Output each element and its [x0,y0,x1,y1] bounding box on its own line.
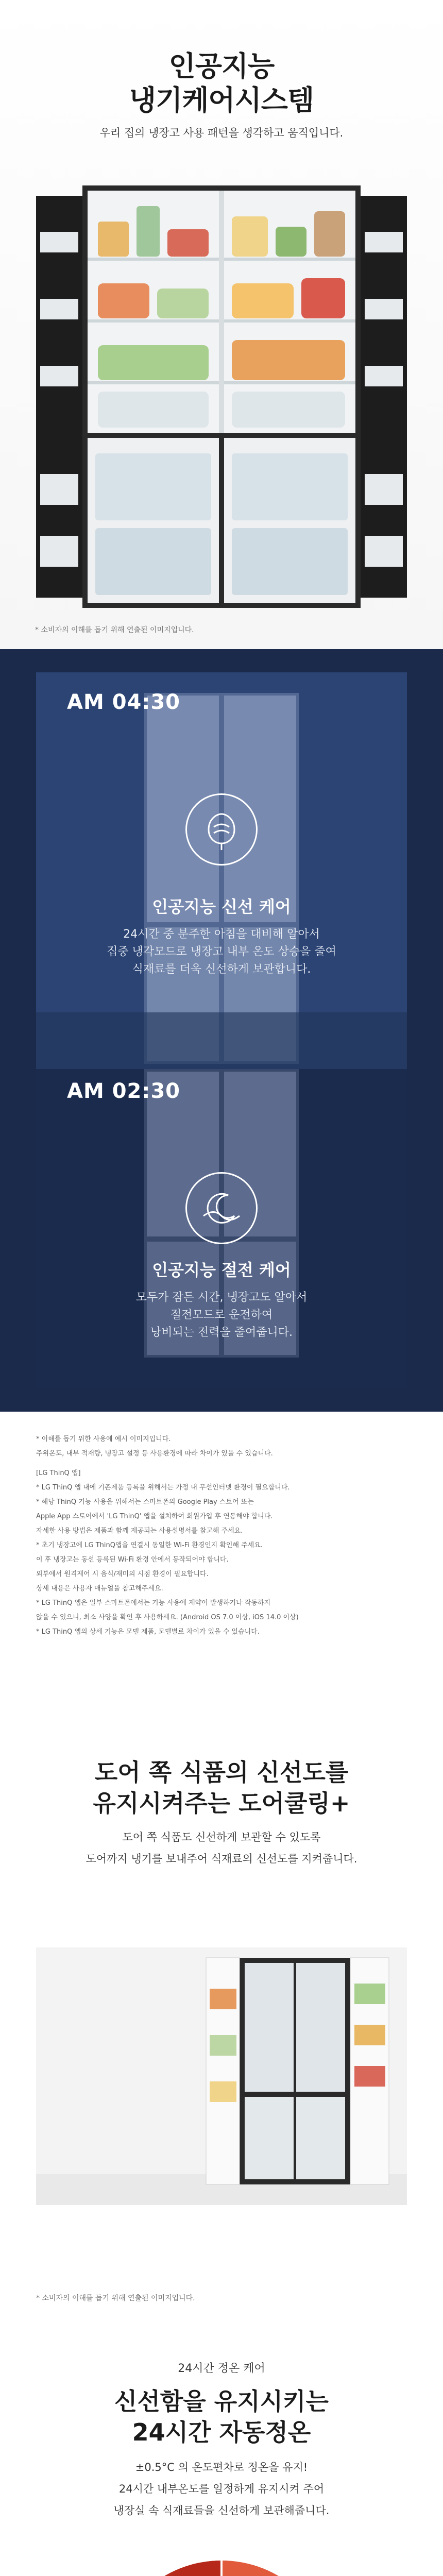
saving-desc-1: 모두가 잠든 시간, 냉장고도 알아서 [135,1291,308,1304]
note-line: 이 후 냉장고는 동선 등록된 Wi-Fi 환경 안에서 동작되어야 합니다. [36,1556,229,1564]
notes-list [36,1432,407,1639]
note-line: * 해당 ThinQ 기능 사용을 위해서는 스마트폰의 Google Play 스토어 또는 [36,1498,254,1506]
ai-care-title-1: 인공지능 [168,50,275,82]
note-line: 외부에서 원격제어 시 음식/재미의 시점 환경이 필요합니다. [36,1570,209,1578]
fresh-care-panel [36,672,407,1069]
h24-sub-1: ±0.5°C 의 온도편차로 정온을 유지! [135,2461,308,2473]
fresh-desc-1: 24시간 중 분주한 아침을 대비해 알아서 [123,928,320,941]
h24-title-2: 24시간 자동정온 [132,2418,311,2446]
door-note: * 소비자의 이해를 돕기 위해 연출된 이미지입니다. [36,2294,195,2302]
door-heading [0,1757,443,1867]
note-line: * 이해를 돕기 위한 사용예 예시 이미지입니다. [36,1435,171,1443]
section-ai-care [0,0,443,649]
note-line: 주위온도, 내부 적재량, 냉장고 설정 등 사용환경에 따라 차이가 있을 수 있습니다. [36,1450,273,1458]
door-title-2: 유지시켜주는 도어쿨링+ [93,1789,350,1817]
h24-sub-2: 24시간 내부온도를 일정하게 유지시켜 주어 [118,2483,325,2495]
saving-title: 인공지능 절전 케어 [152,1260,291,1280]
fresh-title: 인공지능 신선 케어 [152,897,291,917]
fresh-desc-3: 식재료를 더욱 신선하게 보관합니다. [132,963,311,976]
door-sub-2: 도어까지 냉기를 보내주어 식재료의 신선도를 지켜줍니다. [86,1853,357,1865]
fresh-text-block [36,894,407,978]
saving-desc [36,1289,407,1342]
section-door-cooling [0,1700,443,2329]
h24-title-1: 신선함을 유지시키는 [114,2387,329,2415]
h24-eyebrow: 24시간 정온 케어 [178,2362,265,2375]
open-fridge-image [36,185,407,613]
ai-care-subtitle: 우리 집의 냉장고 사용 패턴을 생각하고 움직입니다. [99,127,344,139]
h24-sub-3: 냉장실 속 식재료들을 신선하게 보관해줍니다. [113,2504,330,2517]
saving-desc-2: 절전모드로 운전하여 [170,1309,273,1321]
note-line: 않을 수 있으니, 최소 사양을 확인 후 사용하세요. (Android OS 7.0 이상, iOS 14.0 이상) [36,1614,299,1621]
door-title-1: 도어 쪽 식품의 신선도를 [94,1758,349,1786]
door-sub-1: 도어 쪽 식품도 신선하게 보관할 수 있도록 [122,1831,321,1843]
note-line: Apple App 스토어에서 'LG ThinQ' 앱을 설치하여 회원가입 후 연동해야 합니다. [36,1513,273,1520]
saving-care-panel [36,1069,407,1388]
note-line: 상세 내용은 사용자 매뉴얼을 참고해주세요. [36,1585,163,1592]
saving-desc-3: 낭비되는 전력을 줄여줍니다. [150,1326,293,1339]
door-cooling-image [36,1947,407,2205]
note-line: * LG ThinQ 앱은 일부 스마트폰에서는 기능 사용에 제약이 발생하거나 작동하지 [36,1599,271,1607]
section-24h [0,2329,443,2576]
note-line: 자세한 사용 방법은 제품과 함께 제공되는 사용설명서를 참고해 주세요. [36,1527,243,1535]
tomato-compare-image [36,2555,407,2576]
h24-heading [0,2360,443,2519]
thinq-notes [0,1412,443,1700]
saving-text-block [36,1257,407,1342]
saving-time: AM 02:30 [67,1079,181,1103]
fresh-time: AM 04:30 [67,690,181,714]
section-ai-modes [0,649,443,1412]
moon-energy-icon [185,1172,258,1244]
fresh-desc-2: 집중 냉각모드로 냉장고 내부 온도 상승을 줄여 [107,945,336,958]
ai-care-heading [0,49,443,140]
note-line: * LG ThinQ 앱의 상세 기능은 모델 제품, 모델별로 차이가 있을 수 있습니다. [36,1628,260,1636]
brain-leaf-icon [185,793,258,866]
note-line: * 초기 냉장고에 LG ThinQ앱을 연결시 동일한 Wi-Fi 환경인지 확인해 주세요. [36,1541,263,1549]
note-heading: [LG ThinQ 앱] [36,1469,81,1477]
note-line: * LG ThinQ 앱 내에 기존제품 등록을 위해서는 가정 내 무선인터넷 환경이 필요합니다. [36,1484,290,1492]
ai-care-note: * 소비자의 이해를 돕기 위해 연출된 이미지입니다. [35,626,194,634]
fresh-desc [36,926,407,978]
fridge-silhouette [36,672,407,1069]
ai-care-title-2: 냉기케어시스템 [129,84,314,116]
